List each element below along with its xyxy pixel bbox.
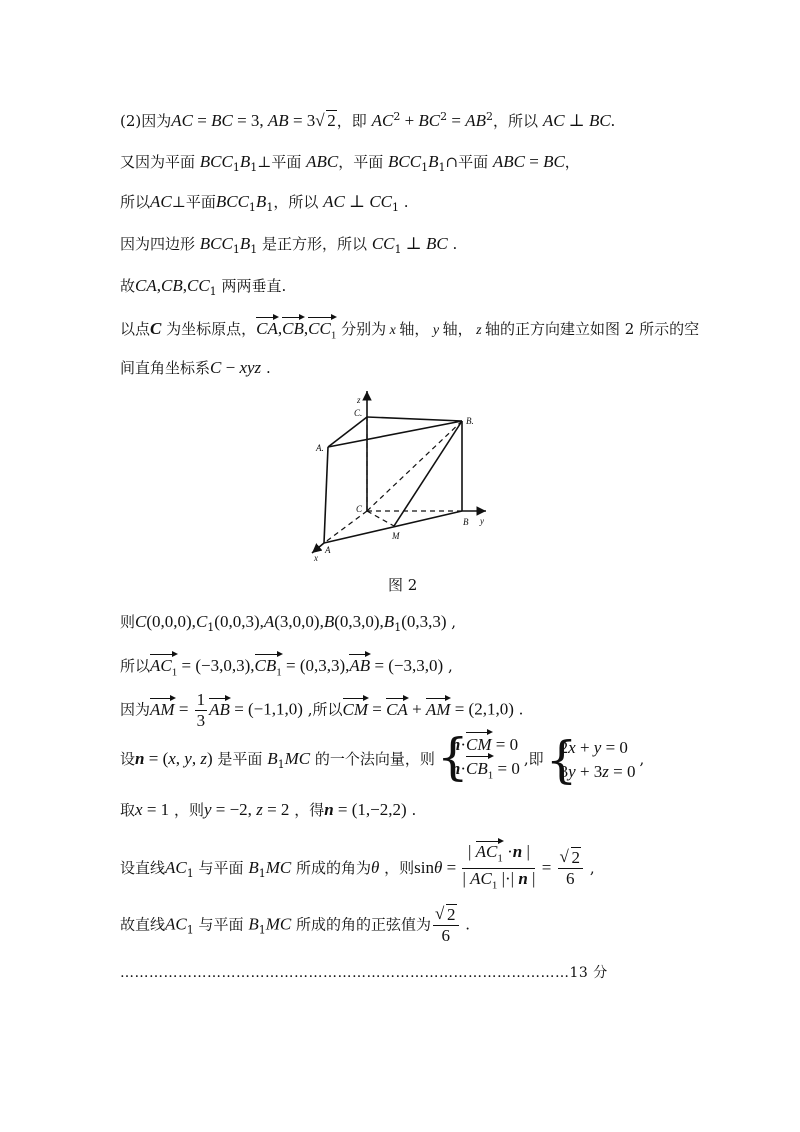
dashed-C-M: [367, 511, 394, 526]
label-z: z: [357, 395, 361, 405]
score-footer: …………………………………………………………………………………13 分: [120, 965, 608, 981]
proof-line-1: (2)因为AC = BC = 3, AB = 3 √ 2，即 $AC^2 + BC^2 = AB^2$，所以 AC ⊥ BC.: [120, 110, 616, 130]
dashed-C-B1: [367, 421, 462, 511]
label-A1: A.: [316, 443, 324, 453]
x-axis: [312, 543, 324, 553]
proof-line-5: 故$CA,CB,CC_1$ 两两垂直.: [120, 276, 287, 298]
edge-A1-B1: [328, 421, 462, 447]
proof-line-14: 故直线$AC_1$ 与平面 $B_1MC$ 所成的角的正弦值为 √ 2 6 .: [120, 904, 471, 945]
edge-A1-A: [324, 447, 328, 543]
label-B1: B.: [466, 416, 474, 426]
proof-line-3: 所以AC⊥平面$BCC_1B_1$，所以 AC ⊥ $CC_1$ .: [120, 192, 409, 214]
proof-line-7: 间直角坐标系C − xyz .: [120, 358, 271, 377]
proof-line-6: 以点C 为坐标原点，$CA,CB,CC_1$ 分别为 x 轴， y 轴， z 轴的正方向建立如图 2 所示的空: [120, 318, 699, 346]
figure-2-diagram: [300, 385, 500, 565]
label-y: y: [480, 516, 484, 526]
proof-line-2: 又因为平面 $BCC_1B_1\perp$平面 ABC，平面 $BCC_1B_1\cap$平面 ABC = BC，: [120, 152, 580, 174]
proof-line-10: 因为AM = $\frac{1}{3}$ AB = (−1,1,0) ,所以CM = CA + AM = (2,1,0) .: [120, 690, 524, 730]
proof-line-8: 则$C(0,0,0),C_1(0,0,3),A(3,0,0),B(0,3,0),B_1(0,3,3)$ ,: [120, 612, 457, 634]
edge-C1-B1: [367, 417, 462, 421]
label-x: x: [314, 553, 318, 563]
proof-line-4: 因为四边形 $BCC_1B_1$ 是正方形，所以 $CC_1$ ⊥ BC .: [120, 234, 458, 256]
proof-line-12: 取x = 1 ，则y = −2, z = 2 ，得n = (1,−2,2) .: [120, 800, 417, 819]
label-C: C: [356, 504, 363, 514]
label-A: A: [325, 545, 331, 555]
figure-caption: 图 2: [388, 576, 418, 594]
label-B: B: [463, 517, 469, 527]
label-M: M: [392, 531, 400, 541]
proof-line-13: 设直线$AC_1$ 与平面 $B_1MC$ 所成的角为θ ，则sinθ = $\frac{| AC_1 \cdot n |}{| AC_1 |\cdot| n |}$ = √ 2 6 ,: [120, 842, 595, 892]
label-C1: C.: [354, 408, 363, 418]
proof-line-9: 所以$AC_1 = (-3,0,3),CB_1 = (0,3,3),AB = (-3,3,0)$ ,: [120, 655, 453, 683]
proof-line-11: 设n = (x, y, z) 是平面 $B_1MC$ 的一个法向量，则 { n·CM = 0 $n\cdot CB_1 = 0$ ,即 { 2x + y = 0 3y + 3z = 0 ,: [120, 733, 644, 787]
line-M-B1: [394, 421, 462, 526]
